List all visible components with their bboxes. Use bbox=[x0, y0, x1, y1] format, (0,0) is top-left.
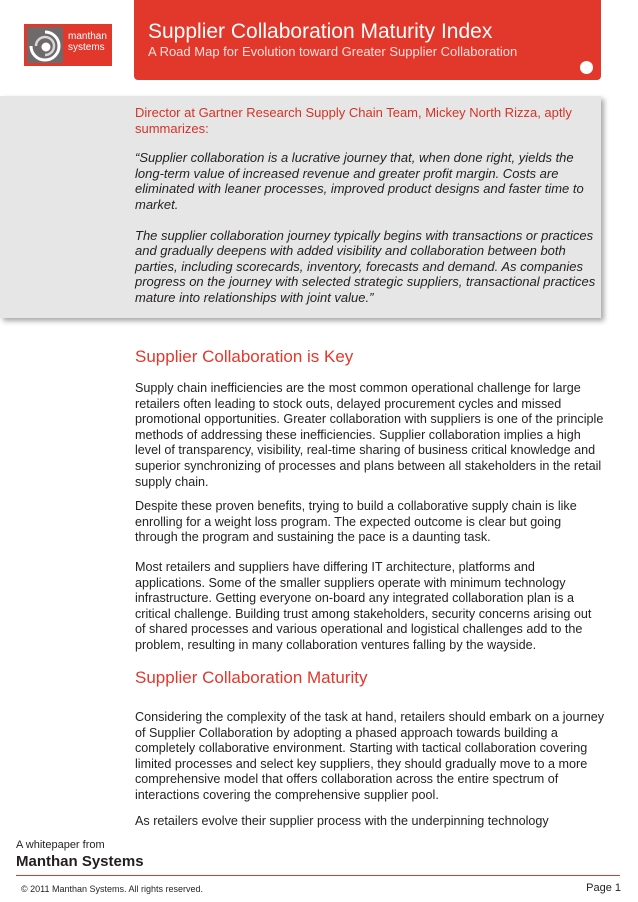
section1-paragraph-1: Supply chain inefficiencies are the most common operational challenge for large retailers often leading to stock outs, delayed procurement cycles and missed promotional opportunities. Greater collaboration with suppliers is one of the principle methods of addressing these inefficiencies. Supplier collaboration implies a high level of transparency, visibility, real-time sharing of business critical knowledge and superior synchronizing of processes and plans between all stakeholders in the retail supply chain. bbox=[135, 381, 604, 489]
section2-paragraph-2: As retailers evolve their supplier process with the underpinning technology bbox=[135, 814, 549, 828]
section2-paragraph-2-wrap bbox=[135, 814, 605, 830]
footer-divider bbox=[16, 875, 620, 876]
section1-paragraph-3-wrap bbox=[135, 560, 605, 654]
quote-attribution: Director at Gartner Research Supply Chain Team, Mickey North Rizza, aptly summarizes: bbox=[135, 105, 572, 136]
logo-line-2: systems bbox=[68, 42, 105, 53]
spiral-logo-icon bbox=[27, 27, 63, 63]
section-heading-maturity: Supplier Collaboration Maturity bbox=[135, 668, 368, 687]
section1-paragraph-1-wrap bbox=[135, 381, 605, 490]
section-heading-collaboration-key: Supplier Collaboration is Key bbox=[135, 347, 354, 366]
quote-paragraph-2: The supplier collaboration journey typically begins with transactions or practices and gradually deepens with added visibility and collaboration between both parties, including scorecards, inventory, forecasts and demand. As companies progress on the journey with selected strategic suppliers, transactional practices mature into relationships with joint value.” bbox=[135, 227, 596, 305]
company-logo bbox=[24, 24, 112, 66]
section2-paragraph-1-wrap bbox=[135, 710, 605, 804]
footer-company-name: Manthan Systems bbox=[16, 853, 144, 870]
quote-paragraph-1: “Supplier collaboration is a lucrative journey that, when done right, yields the long-term value of increased revenue and greater profit margin. Costs are eliminated with leaner processes, improved product designs and faster time to market. bbox=[135, 150, 584, 212]
document-title: Supplier Collaboration Maturity Index bbox=[148, 20, 493, 43]
logo-wordmark bbox=[68, 31, 107, 53]
logo-line-1: manthan bbox=[68, 31, 107, 42]
page-number: Page 1 bbox=[586, 882, 621, 894]
section1-paragraph-2: Despite these proven benefits, trying to build a collaborative supply chain is like enrolling for a weight loss program. The expected outcome is clear but going through the program and sustaining the pace is a daunting task. bbox=[135, 499, 577, 545]
section1-paragraph-3: Most retailers and suppliers have differing IT architecture, platforms and applications. Some of the smaller suppliers operate with minimum technology infrastructure. Getting everyone on-board any integrated collaboration plan is a critical challenge. Building trust among stakeholders, security concerns arising out of shared processes and various operational and logistical challenges add to the problem, resulting in many collaboration ventures falling by the wayside. bbox=[135, 560, 592, 652]
section2-paragraph-1: Considering the complexity of the task at hand, retailers should embark on a journey of Supplier Collaboration by adopting a phased approach towards building a completely collaborative environment. Starting with tactical collaboration covering limited processes and select key suppliers, they should gradually move to a more comprehensive model that offers collaboration across the entire spectrum of interactions covering the comprehensive supplier pool. bbox=[135, 710, 605, 802]
header-banner bbox=[134, 0, 601, 80]
section-heading-collaboration-key-wrap bbox=[135, 347, 605, 367]
document-subtitle: A Road Map for Evolution toward Greater Supplier Collaboration bbox=[148, 44, 518, 59]
quote-callout bbox=[0, 96, 601, 318]
section1-paragraph-2-wrap bbox=[135, 499, 605, 546]
footer-copyright: © 2011 Manthan Systems. All rights reserved. bbox=[21, 884, 204, 894]
footer-from-label: A whitepaper from bbox=[16, 839, 105, 851]
banner-dot-icon bbox=[580, 61, 593, 74]
section-heading-maturity-wrap bbox=[135, 668, 605, 688]
